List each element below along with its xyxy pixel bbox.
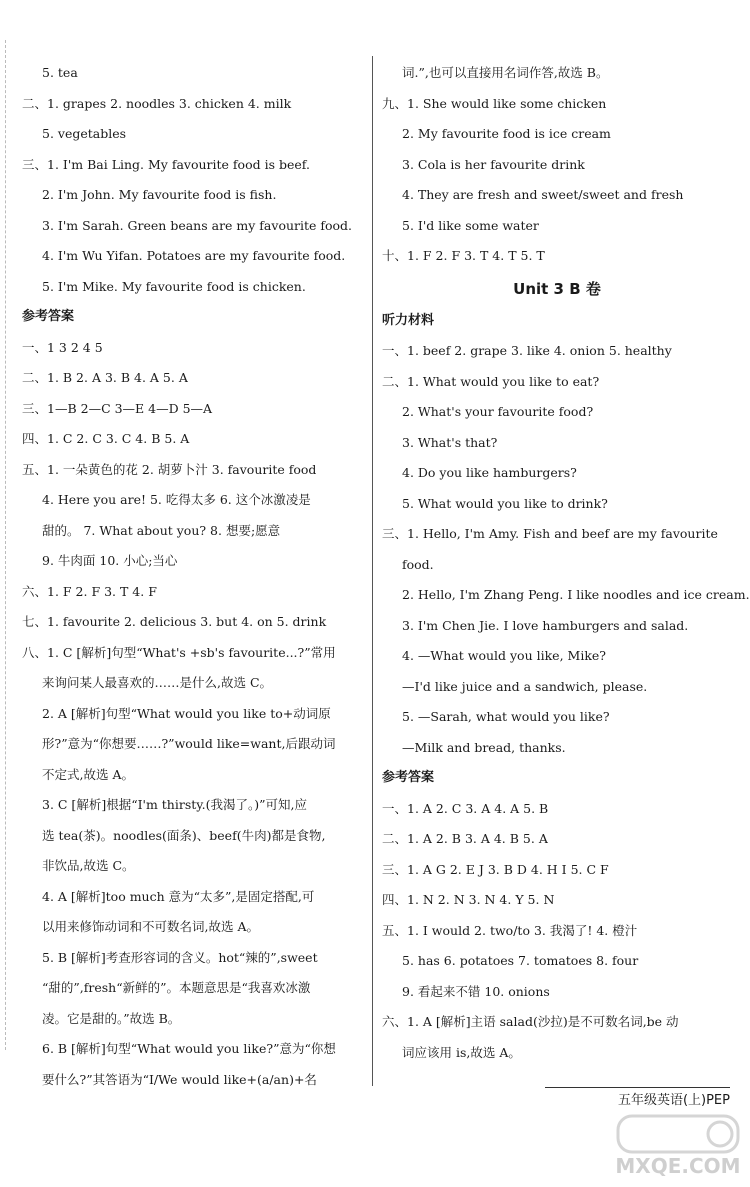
answer-line: 凌。它是甜的。”故选 B。 <box>42 1010 181 1026</box>
answer-line: 词应该用 is,故选 A。 <box>402 1044 521 1060</box>
answer-line: 三、1. I'm Bai Ling. My favourite food is beef. <box>22 156 310 172</box>
answer-line: 七、1. favourite 2. delicious 3. but 4. on 5. drink <box>22 614 327 629</box>
answer-line: 9. 牛肉面 10. 小心;当心 <box>42 553 178 568</box>
right-column <box>382 58 750 1068</box>
section-heading: 参考答案 <box>22 309 75 324</box>
answer-line: 二、1. grapes 2. noodles 3. chicken 4. milk <box>22 95 292 111</box>
answer-line: 9. 看起来不错 10. onions <box>402 983 550 999</box>
answer-line: 六、1. A [解析]主语 salad(沙拉)是不可数名词,be 动 <box>382 1014 679 1029</box>
answer-line: 一、1. beef 2. grape 3. like 4. onion 5. healthy <box>382 343 672 358</box>
section-title: Unit 3 B 卷 <box>513 279 601 298</box>
answer-line: 来询问某人最喜欢的……是什么,故选 C。 <box>42 675 273 690</box>
answer-line: 五、1. I would 2. two/to 3. 我渴了! 4. 橙汁 <box>382 922 638 938</box>
answer-line: —Milk and bread, thanks. <box>402 739 566 755</box>
answer-line: 三、1. Hello, I'm Amy. Fish and beef are my favourite <box>382 526 718 541</box>
watermark-logo <box>608 1108 748 1186</box>
answer-line: —I'd like juice and a sandwich, please. <box>402 678 648 694</box>
answer-line: 九、1. She would like some chicken <box>382 95 607 111</box>
answer-line: 5. vegetables <box>42 126 127 141</box>
column-divider <box>372 56 373 1086</box>
answer-line: 4. I'm Wu Yifan. Potatoes are my favourite food. <box>42 248 346 263</box>
answer-line: 5. B [解析]考查形容词的含义。hot“辣的”,sweet <box>42 949 318 965</box>
watermark-text: MXQE.COM <box>615 1154 741 1178</box>
answer-line: 5. —Sarah, what would you like? <box>402 709 610 724</box>
binding-edge <box>5 40 7 1050</box>
answer-line: 以用来修饰动词和不可数名词,故选 A。 <box>42 919 259 934</box>
page-footer: 五年级英语(上)PEP <box>545 1087 730 1114</box>
answer-line: 二、1. B 2. A 3. B 4. A 5. A <box>22 370 188 385</box>
answer-line: 不定式,故选 A。 <box>42 766 134 782</box>
answer-line: 5. has 6. potatoes 7. tomatoes 8. four <box>402 953 639 968</box>
answer-line: 甜的。 7. What about you? 8. 想要;愿意 <box>42 522 281 538</box>
answer-line: 六、1. F 2. F 3. T 4. F <box>22 583 157 599</box>
answer-line: 五、1. 一朵黄色的花 2. 胡萝卜汁 3. favourite food <box>22 461 317 477</box>
answer-line: 十、1. F 2. F 3. T 4. T 5. T <box>382 248 545 263</box>
answer-line: “甜的”,fresh“新鲜的”。本题意思是“我喜欢冰激 <box>42 980 311 995</box>
section-heading: 参考答案 <box>382 770 435 785</box>
answer-line: 2. A [解析]句型“What would you like to+动词原 <box>42 705 331 721</box>
answer-line: 3. What's that? <box>402 434 498 450</box>
answer-line: 非饮品,故选 C。 <box>42 858 135 873</box>
answer-line: 2. I'm John. My favourite food is fish. <box>42 187 277 202</box>
answer-line: 选 tea(茶)。noodles(面条)、beef(牛肉)都是食物, <box>42 827 326 843</box>
answer-line: 三、1. A G 2. E J 3. B D 4. H I 5. C F <box>382 861 609 877</box>
answer-line: 2. Hello, I'm Zhang Peng. I like noodles and ice cream. <box>402 587 750 602</box>
answer-line: 4. Do you like hamburgers? <box>402 465 577 480</box>
answer-line: 四、1. N 2. N 3. N 4. Y 5. N <box>382 892 555 907</box>
answer-line: 2. My favourite food is ice cream <box>402 126 611 141</box>
answer-line: 4. —What would you like, Mike? <box>402 648 606 663</box>
answer-line: 2. What's your favourite food? <box>402 404 594 419</box>
answer-line: 形?”意为“你想要……?”would like=want,后跟动词 <box>42 736 336 751</box>
answer-line: 要什么?”其答语为“I/We would like+(a/an)+名 <box>42 1071 317 1087</box>
answer-line: 6. B [解析]句型“What would you like?”意为“你想 <box>42 1041 336 1056</box>
answer-line: 5. What would you like to drink? <box>402 495 608 511</box>
answer-line: 一、1. A 2. C 3. A 4. A 5. B <box>382 800 549 816</box>
answer-line: 四、1. C 2. C 3. C 4. B 5. A <box>22 431 190 446</box>
section-heading: 听力材料 <box>382 312 435 328</box>
answer-line: 词.”,也可以直接用名词作答,故选 B。 <box>402 65 609 80</box>
left-column <box>22 58 367 1095</box>
answer-line: 5. I'd like some water <box>402 217 539 233</box>
answer-line: 一、1 3 2 4 5 <box>22 339 103 355</box>
answer-line: 二、1. A 2. B 3. A 4. B 5. A <box>382 831 548 846</box>
answer-line: 三、1—B 2—C 3—E 4—D 5—A <box>22 400 213 416</box>
answer-line: 3. Cola is her favourite drink <box>402 156 585 172</box>
answer-line: 4. They are fresh and sweet/sweet and fresh <box>402 187 684 202</box>
answer-line: 5. tea <box>42 65 78 80</box>
answer-line: 4. A [解析]too much 意为“太多”,是固定搭配,可 <box>42 888 315 904</box>
answer-line: 3. I'm Sarah. Green beans are my favourite food. <box>42 217 353 233</box>
answer-line: food. <box>402 556 434 572</box>
answer-line: 二、1. What would you like to eat? <box>382 373 600 389</box>
answer-line: 4. Here you are! 5. 吃得太多 6. 这个冰激凌是 <box>42 492 311 507</box>
answer-line: 3. I'm Chen Jie. I love hamburgers and salad. <box>402 617 689 633</box>
answer-line: 3. C [解析]根据“I'm thirsty.(我渴了。)”可知,应 <box>42 797 308 812</box>
answer-line: 八、1. C [解析]句型“What's +sb's favourite...?”常用 <box>22 644 336 660</box>
answer-line: 5. I'm Mike. My favourite food is chicken. <box>42 278 306 294</box>
